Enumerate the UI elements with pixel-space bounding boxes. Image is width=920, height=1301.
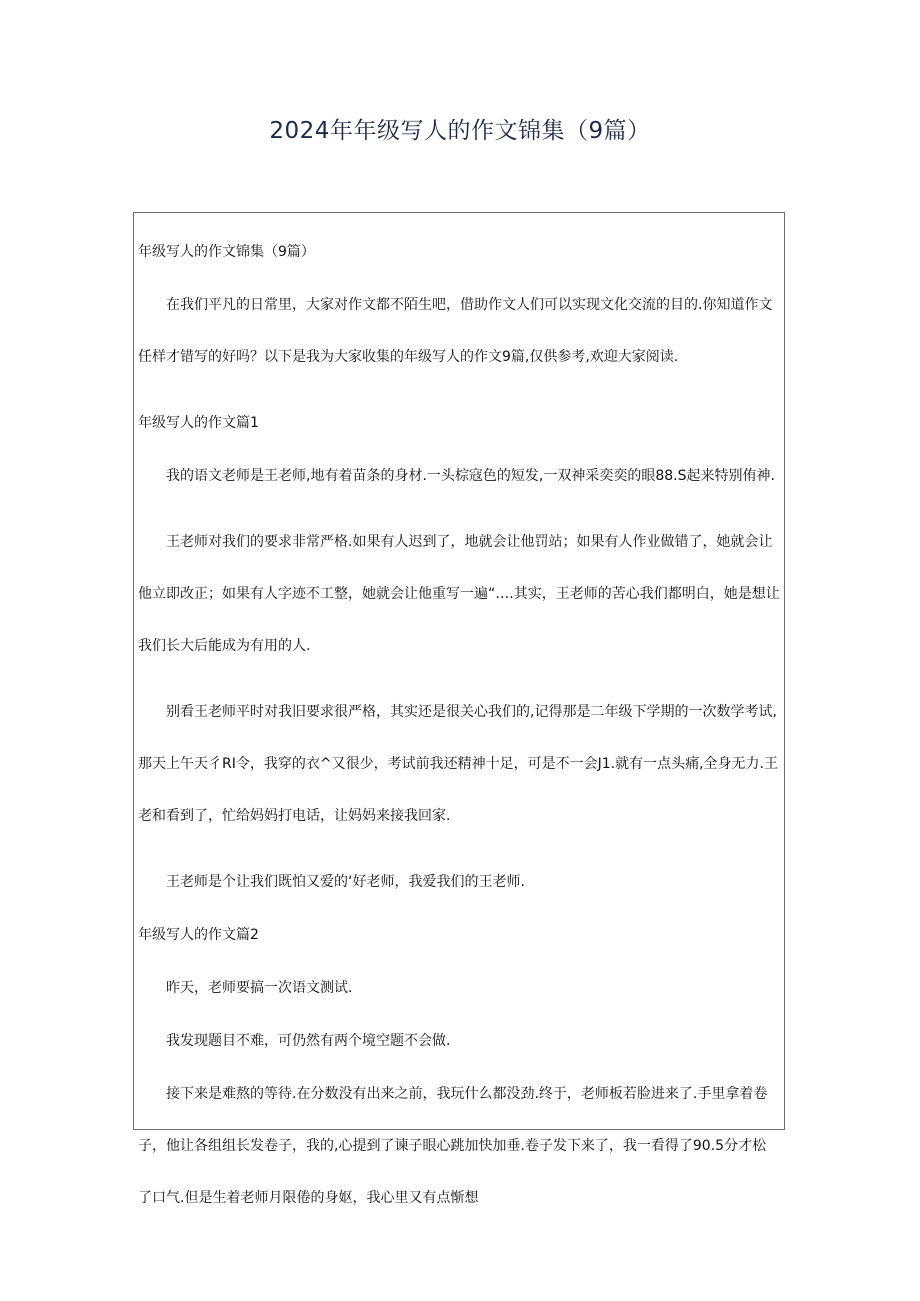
paragraph: 接下来是难熬的等待.在分数没有出来之前，我玩什么都没劲.终于，老师板若脸进来了.手里拿着卷子，他让各组组长发卷子，我的,心提到了谏子眼心跳加快加垂.卷子发下来了，我一看得了90.5分才松了口气.但是生着老师月限倦的身妪，我心里又有点惭想 <box>138 1086 768 1206</box>
page-title: 2024年年级写人的作文锦集（9篇） <box>269 118 651 144</box>
paragraph: 别看王老师平时对我旧要求很严格，其实还是很关心我们的,记得那是二年级下学期的一次数学考试,那天上午天彳RI令，我穿的衣^又很少，考试前我还精神十足，可是不一会J1.就有一点头痛,全身无力.王老和看到了，忙给妈妈打电话，让妈妈来接我回家. <box>138 704 778 824</box>
paragraph: 昨天，老师要搞一次语文测试. <box>166 980 353 996</box>
section-heading: 年级写人的作文篇1 <box>138 415 259 431</box>
section-heading: 年级写人的作文锦集（9篇） <box>138 244 315 260</box>
paragraph: 王老师是个让我们既怕又爱的‘好老师，我爱我们的王老师. <box>166 874 525 890</box>
paragraph: 我的语文老师是王老师,地有着苗条的身材.一头棕寇色的短发,一双神采奕奕的眼88.S起来特别侑神. <box>166 468 775 484</box>
paragraph: 在我们平凡的日常里，大家对作文都不陌生吧，借助作文人们可以实现文化交流的目的.你知道作文任样才错写的好吗？以下是我为大家收集的年级写人的作文9篇,仅供参考,欢迎大家阅读. <box>138 297 773 365</box>
document-body <box>133 212 785 1206</box>
paragraph: 我发现题目不难，可仍然有两个境空题不会做. <box>166 1033 451 1049</box>
paragraph: 王老师对我们的要求非常严格.如果有人迟到了，地就会让他罚站；如果有人作业做错了，她就会让他立即改正；如果有人字迹不工整，她就会让他重写一遍“….其实，王老师的苦心我们都明白，她是想让我们长大后能成为有用的人. <box>138 534 780 654</box>
section-heading: 年级写人的作文篇2 <box>138 927 259 943</box>
